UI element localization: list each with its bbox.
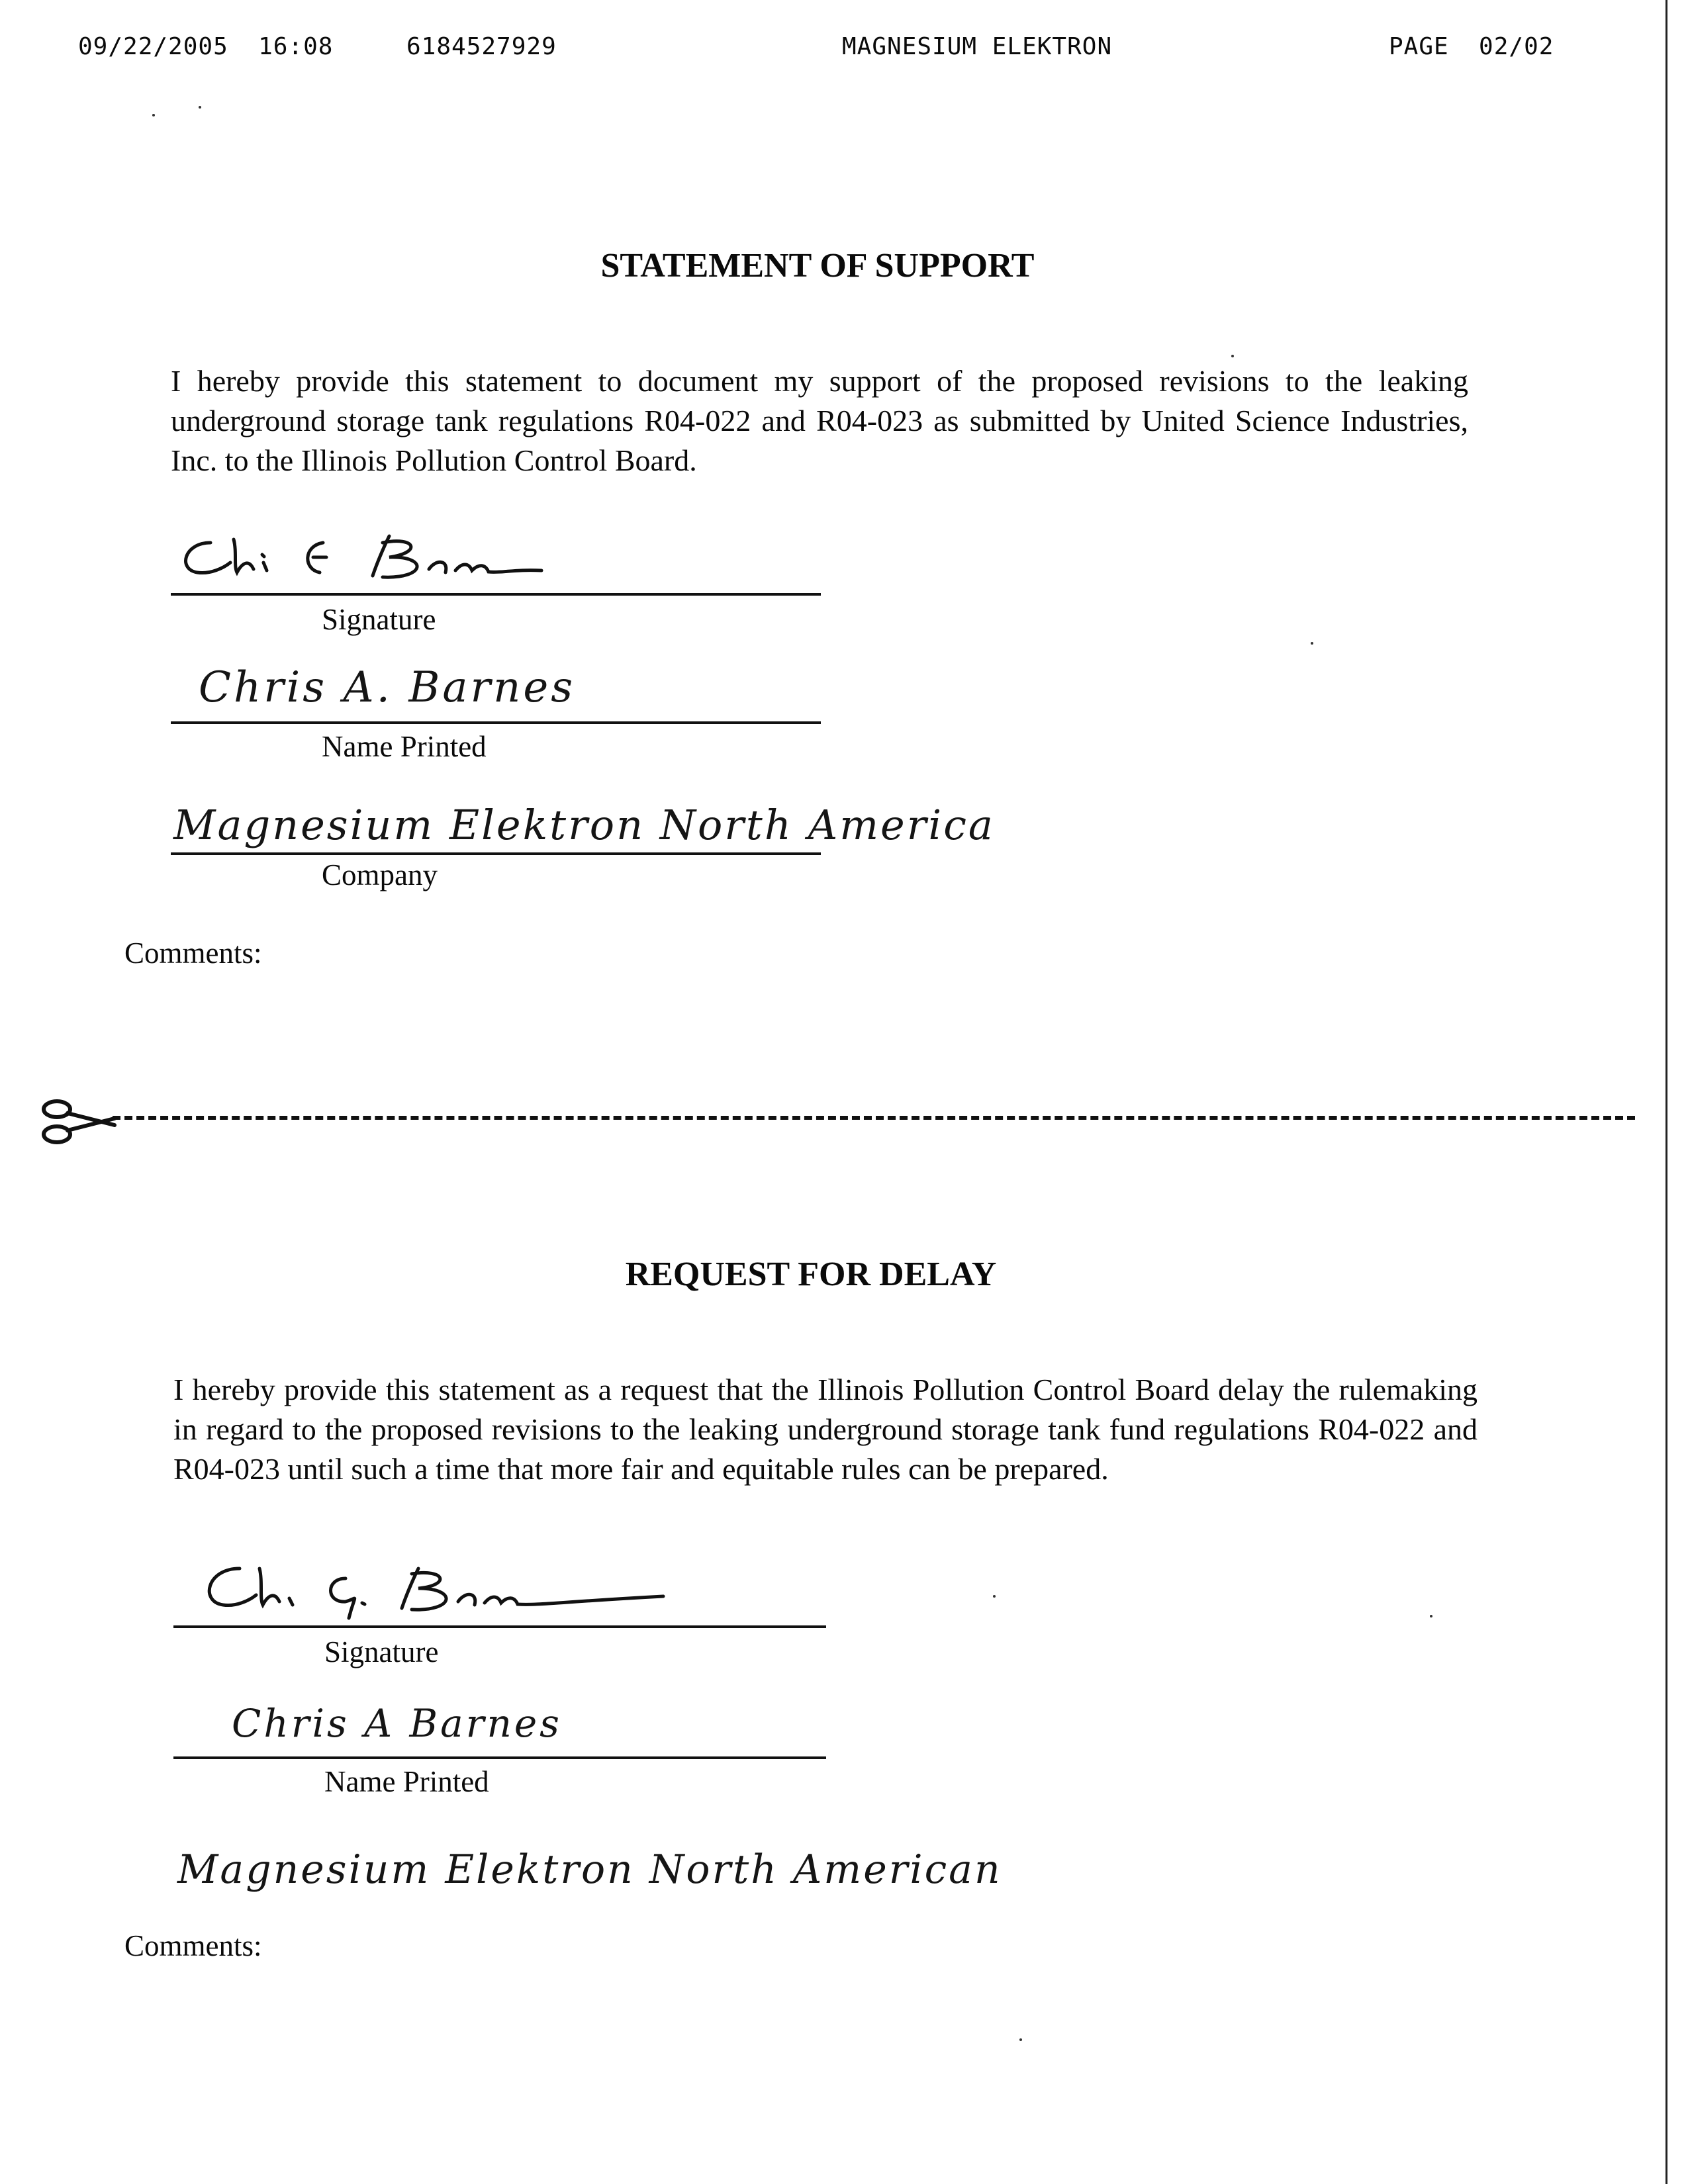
signature-image-2 — [193, 1549, 683, 1628]
signature-line-2 — [173, 1625, 826, 1628]
scan-speck — [1019, 2038, 1022, 2041]
scan-edge — [1665, 0, 1667, 2184]
scan-speck — [1231, 355, 1234, 357]
name-printed-label-2: Name Printed — [324, 1765, 489, 1798]
cut-line — [113, 1116, 1635, 1120]
signature-image — [171, 516, 634, 596]
company-line — [171, 852, 821, 855]
company-value: Magnesium Elektron North America — [173, 801, 995, 849]
name-printed-line-2 — [173, 1756, 826, 1759]
support-title: STATEMENT OF SUPPORT — [600, 247, 1035, 285]
delay-title: REQUEST FOR DELAY — [625, 1255, 997, 1293]
scan-speck — [152, 114, 155, 116]
name-printed-value-2: Chris A Barnes — [232, 1701, 562, 1746]
name-printed-value: Chris A. Barnes — [199, 663, 576, 712]
scan-speck — [199, 106, 201, 109]
company-label: Company — [322, 858, 438, 891]
comments-label: Comments: — [124, 936, 262, 970]
name-printed-label: Name Printed — [322, 730, 487, 763]
comments-label-2: Comments: — [124, 1929, 262, 1962]
delay-body: I hereby provide this statement as a request that the Illinois Pollution Control Board delay the rulemaking in regard to the proposed revisions to the leaking underground storage tank fund regulations R04-022 and R04-023 until such a time that more fair and equitable rules can be prepared. — [173, 1373, 1477, 1486]
scissors-icon — [38, 1096, 118, 1149]
company-value-2: Magnesium Elektron North American — [177, 1846, 1002, 1893]
signature-label: Signature — [322, 603, 436, 636]
fax-date-time: 09/22/2005 16:08 — [78, 33, 334, 60]
fax-company: MAGNESIUM ELEKTRON — [842, 33, 1113, 60]
name-printed-line — [171, 721, 821, 724]
scan-speck — [1430, 1615, 1432, 1617]
scan-speck — [993, 1595, 996, 1598]
support-body: I hereby provide this statement to document my support of the proposed revisions to the leaking underground storage tank regulations R04-022 and R04-023 as submitted by United Science Industries, Inc. to the Illinois Pollution Control Board. — [171, 364, 1468, 477]
signature-line — [171, 593, 821, 596]
scan-speck — [1311, 642, 1313, 645]
fax-page-number: PAGE 02/02 — [1389, 33, 1554, 60]
fax-phone-number: 6184527929 — [406, 33, 557, 60]
signature-label-2: Signature — [324, 1635, 439, 1668]
